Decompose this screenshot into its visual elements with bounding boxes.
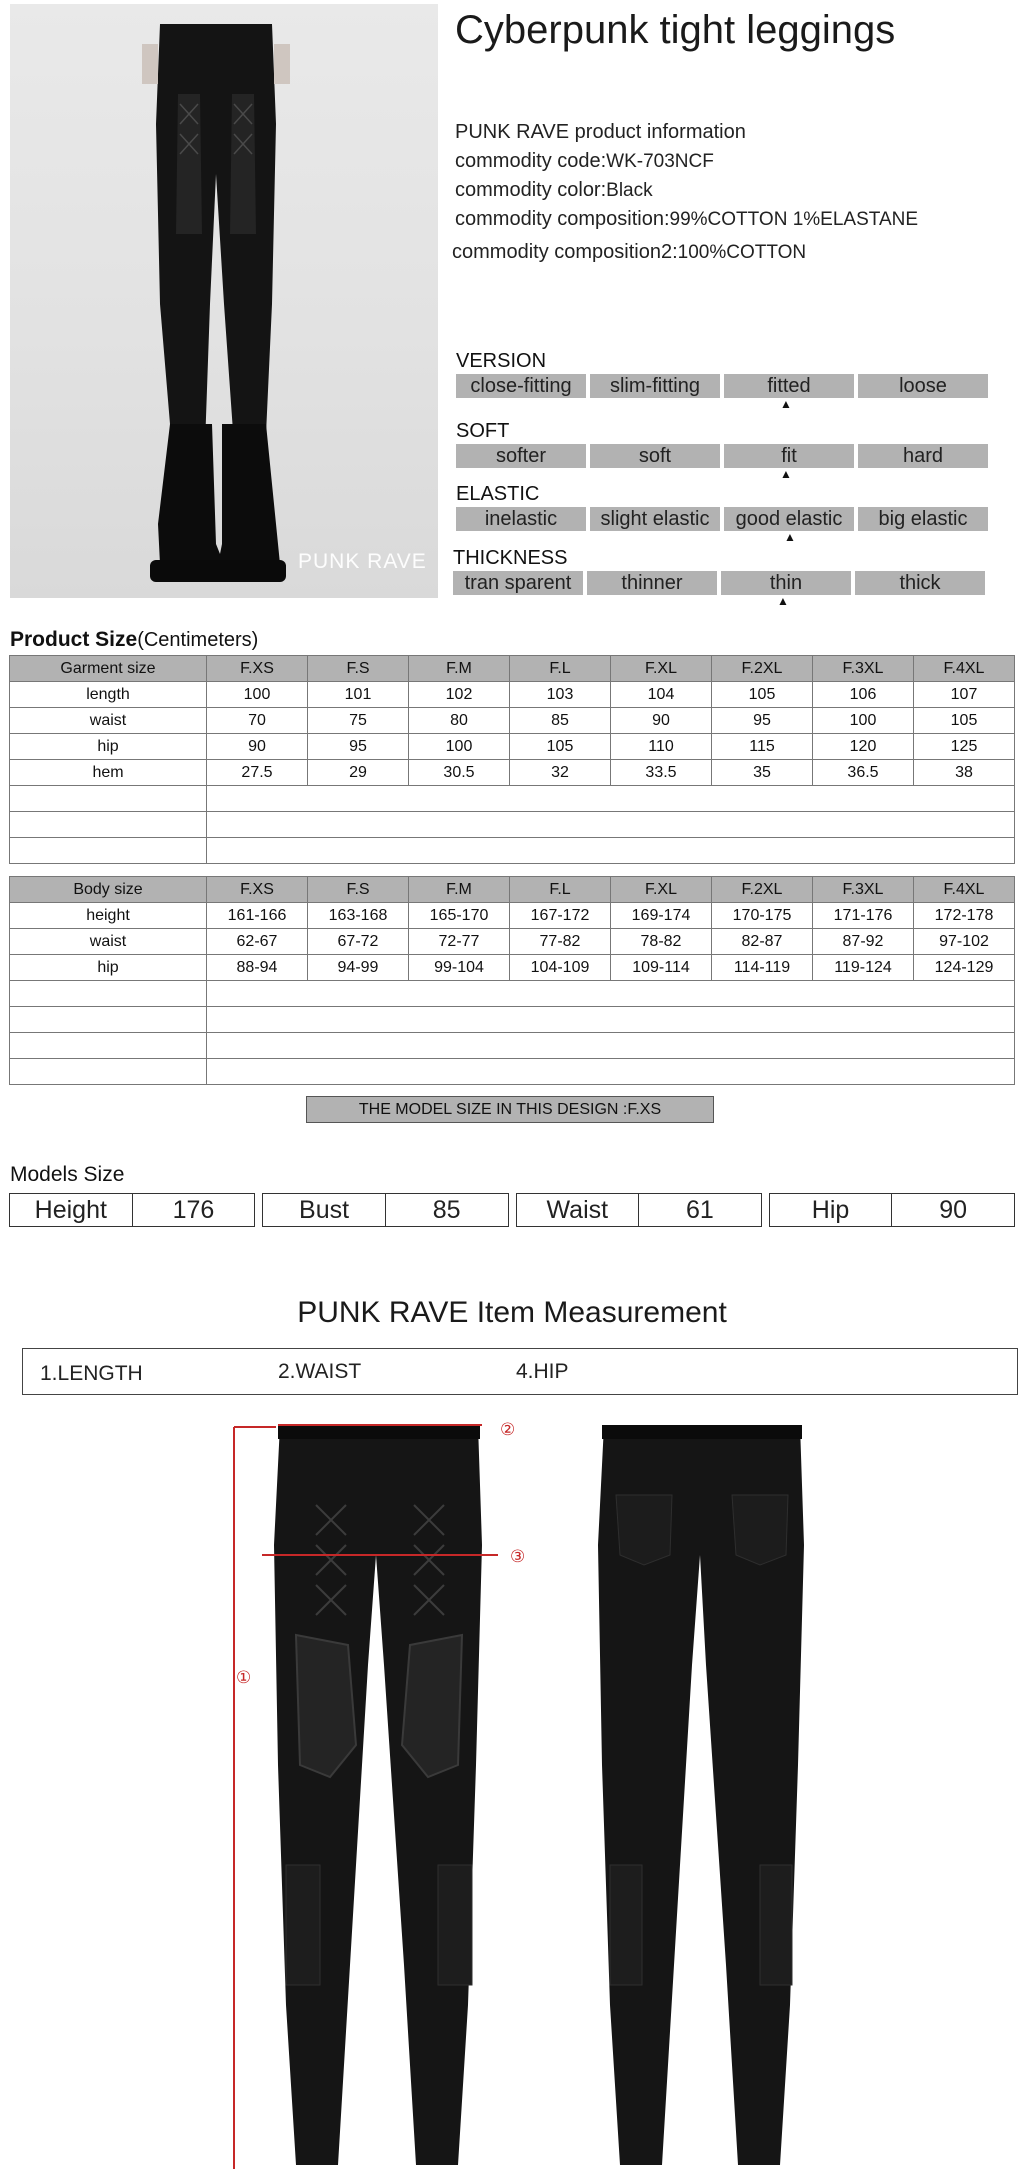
table-cell: 35	[712, 760, 813, 786]
table-cell: 85	[510, 708, 611, 734]
table-cell: 170-175	[712, 903, 813, 929]
model-size-note: THE MODEL SIZE IN THIS DESIGN :F.XS	[306, 1096, 714, 1123]
table-cell: 101	[308, 682, 409, 708]
product-size-unit: (Centimeters)	[137, 629, 259, 651]
table-cell: 106	[813, 682, 914, 708]
table-cell: 78-82	[611, 929, 712, 955]
table-row	[10, 955, 1015, 981]
table-cell: 97-102	[914, 929, 1015, 955]
table-cell: 82-87	[712, 929, 813, 955]
table-cell: 161-166	[207, 903, 308, 929]
model-measure-value: 90	[892, 1194, 1015, 1227]
table-cell: 30.5	[409, 760, 510, 786]
scale-thickness	[453, 547, 985, 607]
model-measure-name: Hip	[769, 1194, 892, 1227]
table-cell: 90	[611, 708, 712, 734]
table-header-cell: F.M	[409, 877, 510, 903]
table-header-cell: F.3XL	[813, 877, 914, 903]
scale-option: inelastic	[456, 507, 586, 531]
table-cell: 114-119	[712, 955, 813, 981]
table-cell: 88-94	[207, 955, 308, 981]
table-cell: 172-178	[914, 903, 1015, 929]
info-value: Black	[606, 180, 653, 201]
table-cell: 169-174	[611, 903, 712, 929]
scale-option: big elastic	[858, 507, 988, 531]
info-value: 99%COTTON 1%ELASTANE	[669, 209, 919, 230]
models-size-label: Models Size	[10, 1163, 125, 1186]
scale-option: slim-fitting	[590, 374, 720, 398]
info-label: commodity composition2:	[452, 241, 678, 263]
table-cell: 27.5	[207, 760, 308, 786]
body-size-table	[9, 876, 1015, 1085]
model-measure-value: 176	[132, 1194, 255, 1227]
table-row	[10, 760, 1015, 786]
scale-label: ELASTIC	[456, 483, 540, 505]
info-row-color	[455, 176, 918, 205]
table-cell: 105	[510, 734, 611, 760]
scale-label: VERSION	[456, 350, 547, 372]
info-row-code	[455, 147, 918, 176]
selected-marker-icon: ▲	[784, 530, 796, 544]
table-cell: 110	[611, 734, 712, 760]
table-header-cell: Garment size	[10, 656, 207, 682]
table-header-cell: F.2XL	[712, 877, 813, 903]
table-cell: 99-104	[409, 955, 510, 981]
table-cell: 105	[712, 682, 813, 708]
scale-option-selected: thin	[721, 571, 851, 595]
empty-row	[10, 981, 1015, 1007]
table-header-cell: F.4XL	[914, 877, 1015, 903]
table-cell: waist	[10, 708, 207, 734]
scale-option: soft	[590, 444, 720, 468]
table-cell: 167-172	[510, 903, 611, 929]
brand-watermark: PUNK RAVE	[298, 550, 427, 573]
scale-option: thinner	[587, 571, 717, 595]
empty-row	[10, 1007, 1015, 1033]
table-header-row	[10, 877, 1015, 903]
scale-option: thick	[855, 571, 985, 595]
table-header-cell: F.3XL	[813, 656, 914, 682]
table-cell: height	[10, 903, 207, 929]
table-cell: 115	[712, 734, 813, 760]
hip-marker: ③	[510, 1547, 526, 1567]
table-cell: 36.5	[813, 760, 914, 786]
empty-row	[10, 812, 1015, 838]
table-cell: 102	[409, 682, 510, 708]
table-cell: 72-77	[409, 929, 510, 955]
scale-option: softer	[456, 444, 586, 468]
product-size-table	[9, 655, 1015, 864]
measurement-item: 2.WAIST	[278, 1360, 362, 1383]
info-label: commodity composition:	[455, 208, 670, 230]
table-header-cell: F.L	[510, 656, 611, 682]
table-cell: 107	[914, 682, 1015, 708]
scale-version	[456, 350, 988, 410]
table-cell: hip	[10, 734, 207, 760]
table-cell: length	[10, 682, 207, 708]
scale-option-selected: good elastic	[724, 507, 854, 531]
table-header-cell: Body size	[10, 877, 207, 903]
table-header-cell: F.XL	[611, 656, 712, 682]
table-cell: 95	[712, 708, 813, 734]
empty-row	[10, 786, 1015, 812]
model-measure-name: Bust	[263, 1194, 386, 1227]
product-info	[452, 118, 919, 267]
selected-marker-icon: ▲	[780, 397, 792, 411]
empty-row	[10, 1033, 1015, 1059]
info-value: WK-703NCF	[606, 151, 714, 172]
info-row-composition	[455, 205, 918, 234]
info-row-composition2	[452, 238, 918, 267]
model-figure-illustration	[10, 4, 438, 598]
table-cell: 77-82	[510, 929, 611, 955]
scale-option: hard	[858, 444, 988, 468]
table-row	[10, 929, 1015, 955]
model-photo	[10, 4, 438, 598]
table-header-cell: F.XL	[611, 877, 712, 903]
table-cell: 80	[409, 708, 510, 734]
table-header-cell: F.XS	[207, 656, 308, 682]
scale-option-selected: fitted	[724, 374, 854, 398]
table-cell: 124-129	[914, 955, 1015, 981]
table-cell: 104	[611, 682, 712, 708]
table-cell: 29	[308, 760, 409, 786]
table-header-cell: F.XS	[207, 877, 308, 903]
table-cell: 94-99	[308, 955, 409, 981]
scale-elastic	[456, 483, 988, 543]
table-cell: 163-168	[308, 903, 409, 929]
info-label: commodity color:	[455, 179, 607, 201]
empty-row	[10, 1059, 1015, 1085]
table-cell: 95	[308, 734, 409, 760]
scale-option: close-fitting	[456, 374, 586, 398]
table-header-cell: F.S	[308, 877, 409, 903]
measurement-item: 1.LENGTH	[40, 1362, 143, 1385]
back-pants-illustration	[598, 1425, 804, 2165]
measurement-item: 4.HIP	[516, 1360, 569, 1383]
table-cell: 119-124	[813, 955, 914, 981]
scale-option: loose	[858, 374, 988, 398]
table-cell: 103	[510, 682, 611, 708]
info-value: 100%COTTON	[677, 242, 807, 263]
models-size-table	[9, 1193, 1015, 1227]
table-cell: 67-72	[308, 929, 409, 955]
table-header-row	[10, 656, 1015, 682]
table-cell: 171-176	[813, 903, 914, 929]
table-cell: 33.5	[611, 760, 712, 786]
empty-row	[10, 838, 1015, 864]
table-cell: 90	[207, 734, 308, 760]
table-cell: 62-67	[207, 929, 308, 955]
measurement-legend	[22, 1348, 1018, 1395]
table-cell: hip	[10, 955, 207, 981]
selected-marker-icon: ▲	[780, 467, 792, 481]
product-size-title	[10, 628, 258, 652]
scale-option-selected: fit	[724, 444, 854, 468]
info-heading: PUNK RAVE product information	[455, 121, 746, 143]
table-row	[10, 682, 1015, 708]
table-cell: 100	[207, 682, 308, 708]
model-measure-value: 85	[385, 1194, 508, 1227]
table-cell: 104-109	[510, 955, 611, 981]
table-header-cell: F.2XL	[712, 656, 813, 682]
table-cell: 32	[510, 760, 611, 786]
table-cell: 109-114	[611, 955, 712, 981]
table-cell: 125	[914, 734, 1015, 760]
scale-soft	[456, 420, 988, 480]
scale-option: tran sparent	[453, 571, 583, 595]
table-row	[10, 903, 1015, 929]
table-row	[10, 734, 1015, 760]
table-cell: 38	[914, 760, 1015, 786]
table-header-cell: F.4XL	[914, 656, 1015, 682]
table-row	[10, 708, 1015, 734]
table-cell: 100	[409, 734, 510, 760]
table-header-cell: F.M	[409, 656, 510, 682]
table-cell: 165-170	[409, 903, 510, 929]
selected-marker-icon: ▲	[777, 594, 789, 608]
front-pants-illustration	[274, 1425, 482, 2165]
model-measure-name: Height	[10, 1194, 133, 1227]
table-cell: 100	[813, 708, 914, 734]
product-title: Cyberpunk tight leggings	[455, 8, 896, 52]
scale-label: SOFT	[456, 420, 510, 442]
measurement-title: PUNK RAVE Item Measurement	[297, 1296, 727, 1329]
table-header-cell: F.S	[308, 656, 409, 682]
model-measure-value: 61	[639, 1194, 762, 1227]
table-cell: 105	[914, 708, 1015, 734]
scale-option: slight elastic	[590, 507, 720, 531]
table-cell: 120	[813, 734, 914, 760]
scale-label: THICKNESS	[453, 547, 568, 569]
table-cell: 87-92	[813, 929, 914, 955]
model-measure-name: Waist	[516, 1194, 639, 1227]
table-cell: 75	[308, 708, 409, 734]
product-size-heading: Product Size	[10, 628, 138, 651]
table-cell: hem	[10, 760, 207, 786]
table-cell: waist	[10, 929, 207, 955]
table-header-cell: F.L	[510, 877, 611, 903]
info-label: commodity code:	[455, 150, 607, 172]
length-marker: ①	[236, 1668, 252, 1688]
table-cell: 70	[207, 708, 308, 734]
waist-marker: ②	[500, 1420, 516, 1440]
measurement-diagram	[0, 1405, 1024, 2173]
